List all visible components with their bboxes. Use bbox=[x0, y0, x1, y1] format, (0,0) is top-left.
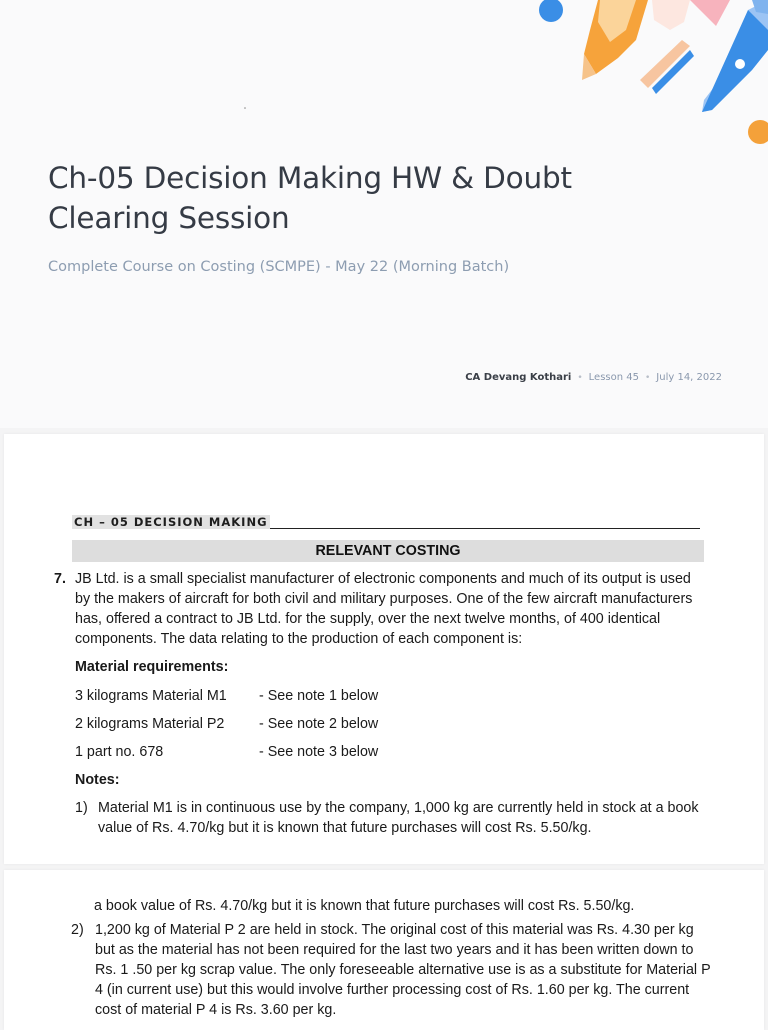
lesson-header bbox=[0, 0, 768, 428]
question-text: JB Ltd. is a small specialist manufacturer of electronic components and much of its output is used by the makers of aircraft for both civil and military purposes. One of the few aircraft manufacturers has, offered a contract to JB Ltd. for the supply, over the next twelve months, of 400 identical components. The data relating to the production of each component is: bbox=[75, 571, 693, 647]
lesson-number: Lesson 45 bbox=[588, 372, 639, 383]
note-number: 1) bbox=[75, 800, 88, 816]
fountain-pen-icon bbox=[702, 0, 768, 112]
lesson-title: Ch-05 Decision Making HW & Doubt Clearing Session bbox=[48, 161, 572, 235]
note-number: 2) bbox=[71, 922, 84, 938]
lesson-meta bbox=[465, 370, 722, 386]
question-number: 7. bbox=[54, 571, 66, 587]
orange-dot-icon bbox=[748, 120, 768, 144]
circle-dot-icon bbox=[539, 0, 563, 22]
material-name: 3 kilograms Material M1 bbox=[75, 688, 227, 704]
triangle-shape bbox=[690, 0, 730, 26]
notes-page-1[interactable] bbox=[4, 434, 764, 864]
material-heading: Material requirements: bbox=[75, 659, 229, 675]
material-row bbox=[75, 686, 475, 706]
author-name[interactable]: CA Devang Kothari bbox=[465, 372, 572, 383]
material-row bbox=[75, 714, 475, 734]
note-text: Material M1 is in continuous use by the company, 1,000 kg are currently held in stock at a book value of Rs. 4.70/kg but it is known that future purchases will cost Rs. 5.50/kg. bbox=[98, 800, 699, 836]
separator-dot: • bbox=[644, 373, 651, 383]
notes-heading: Notes: bbox=[75, 772, 120, 788]
material-row bbox=[75, 742, 475, 762]
material-note: - See note 2 below bbox=[259, 716, 379, 732]
decoration-illustration bbox=[0, 0, 768, 160]
course-name-link[interactable]: Complete Course on Costing (SCMPE) - May 22 (Morning Batch) bbox=[48, 259, 510, 275]
continued-note-text: a book value of Rs. 4.70/kg but it is known that future purchases will cost Rs. 5.50/kg. bbox=[94, 898, 635, 914]
pencil-icon bbox=[582, 0, 690, 80]
material-note: - See note 1 below bbox=[259, 688, 379, 704]
chapter-heading bbox=[72, 512, 700, 529]
separator-dot: • bbox=[577, 373, 583, 383]
section-heading: RELEVANT COSTING bbox=[72, 540, 704, 562]
notes-page-2[interactable] bbox=[4, 870, 764, 1030]
material-name: 1 part no. 678 bbox=[75, 744, 164, 760]
lesson-date: July 14, 2022 bbox=[656, 372, 722, 383]
material-note: - See note 3 below bbox=[259, 744, 379, 760]
chapter-heading-text: CH – 05 DECISION MAKING bbox=[74, 515, 268, 529]
ruler-icon bbox=[640, 40, 694, 94]
material-name: 2 kilograms Material P2 bbox=[75, 716, 225, 732]
note-text: 1,200 kg of Material P 2 are held in stock. The original cost of this material was Rs. 4.30 per kg but as the material has not been required for the last two years and it has been written down to Rs. 1 .50 per kg scrap value. The only foreseeable alternative use is as a substitute for Material P 4 (in current use) but this would involve further processing cost of Rs. 1.60 per kg. The current cost of material P 4 is Rs. 3.60 per kg. bbox=[95, 922, 711, 1018]
